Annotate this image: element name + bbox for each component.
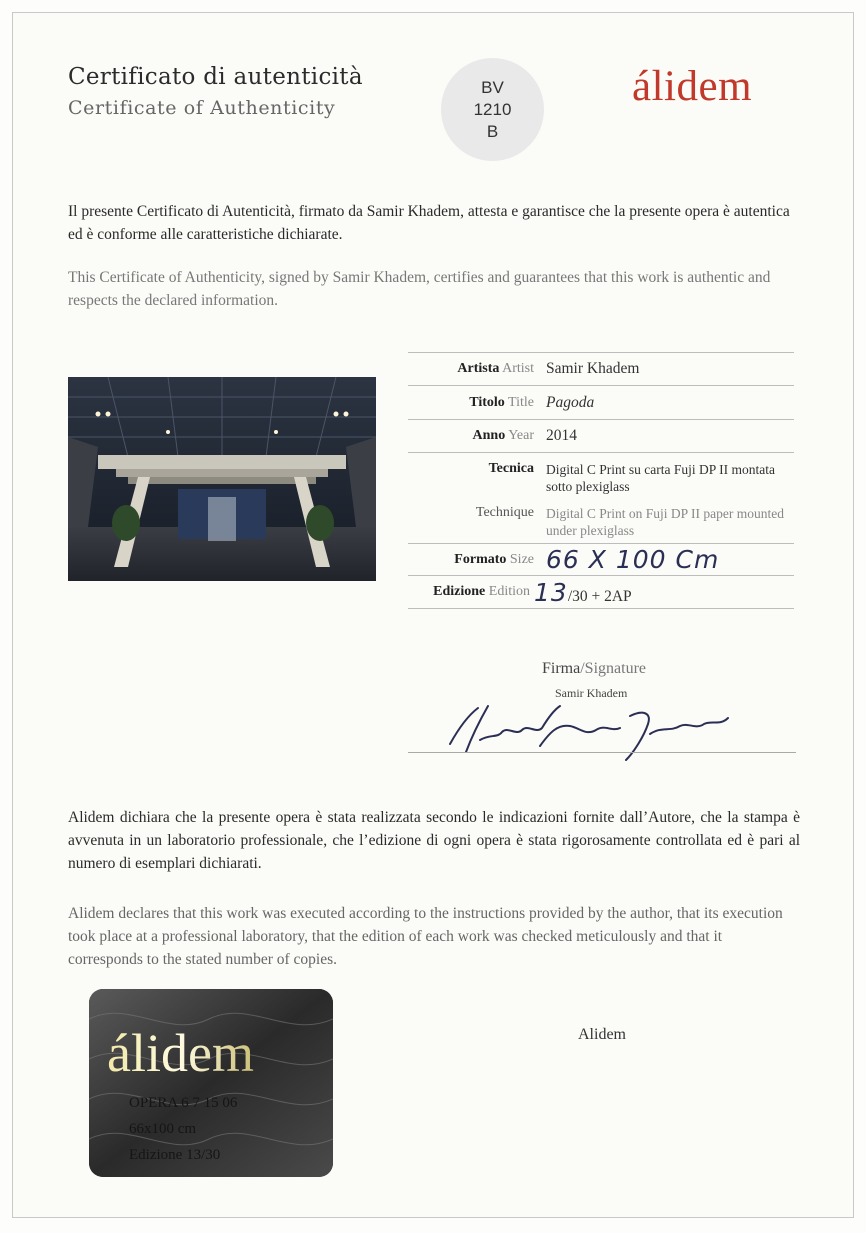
artwork-details-table — [408, 352, 794, 609]
logo-text: álidem — [632, 63, 753, 110]
hologram-seal — [89, 989, 333, 1177]
artist-label: Artista Artist — [457, 361, 534, 376]
intro-italian: Il presente Certificato di Autenticità, firmato da Samir Khadem, attesta e garantisce che la presente opera è autentica ed è conforme alle caratteristiche dichiarate. — [68, 203, 790, 243]
declaration-italian: Alidem dichiara che la presente opera è stata realizzata secondo le indicazioni fornite dall’Autore, che la stampa è avvenuta in un laboratorio professionale, che l’edizione di ogni opera è stata rigorosamente controllata ed è pari al numero di esemplari dichiarati. — [68, 809, 800, 872]
handwritten-signature — [430, 696, 770, 766]
technique-labels — [408, 453, 546, 543]
title-value: Pagoda — [546, 393, 595, 411]
alidem-logo — [632, 62, 752, 111]
technique-label-en: Technique — [475, 505, 534, 520]
year-label: Anno Year — [472, 428, 534, 443]
badge-line-2: 1210 — [473, 99, 512, 119]
title-label: Titolo Title — [469, 394, 534, 410]
issuer-name: Alidem — [578, 1026, 626, 1043]
signature-line — [408, 752, 796, 753]
hologram-logo: álidem — [107, 1023, 254, 1083]
hologram-graphic — [89, 989, 333, 1177]
edition-number-handwritten: 13 — [534, 577, 568, 607]
edition-label: Edizione Edition — [433, 584, 530, 599]
pagoda-illustration — [68, 377, 376, 581]
technique-row — [408, 452, 794, 543]
edition-row — [408, 575, 794, 609]
artist-value: Samir Khadem — [546, 360, 640, 377]
edition-value — [534, 578, 794, 607]
technique-label-it: Tecnica — [488, 461, 534, 476]
edition-total: /30 + 2AP — [567, 587, 632, 605]
badge-line-1: BV — [481, 77, 504, 97]
year-value: 2014 — [546, 427, 577, 444]
size-label: Formato Size — [454, 551, 534, 567]
year-row — [408, 419, 794, 452]
size-value-handwritten: 66 X 100 Cm — [546, 545, 720, 574]
signer-name: Samir Khadem — [555, 686, 628, 700]
technique-value-it: Digital C Print su carta Fuji DP II montata sotto plexiglass — [546, 462, 775, 494]
badge-line-3: B — [486, 121, 499, 141]
technique-value-en: Digital C Print on Fuji DP II paper mounted under plexiglass — [546, 506, 784, 538]
title-english: Certificate of Authenticity — [68, 97, 336, 119]
title-row — [408, 385, 794, 419]
signature-label: Firma/Signature — [542, 660, 646, 677]
hologram-line-2: 66x100 cm — [129, 1121, 197, 1137]
hologram-line-1: OPERA 6 7 15 06 — [129, 1095, 238, 1111]
hologram-line-3: Edizione 13/30 — [129, 1147, 221, 1163]
artist-row — [408, 352, 794, 385]
title-italian: Certificato di autenticità — [68, 64, 363, 90]
artwork-photo — [68, 377, 376, 581]
technique-values — [546, 453, 794, 543]
code-badge — [441, 58, 544, 161]
declaration-english: Alidem declares that this work was executed according to the instructions provided by the author, that its execution took place at a professional laboratory, that the edition of each work was checked meticulously and that it corresponds to the stated number of copies. — [68, 905, 783, 968]
size-row — [408, 543, 794, 575]
intro-english: This Certificate of Authenticity, signed by Samir Khadem, certifies and guarantees that this work is authentic and respects the declared information. — [68, 269, 771, 309]
